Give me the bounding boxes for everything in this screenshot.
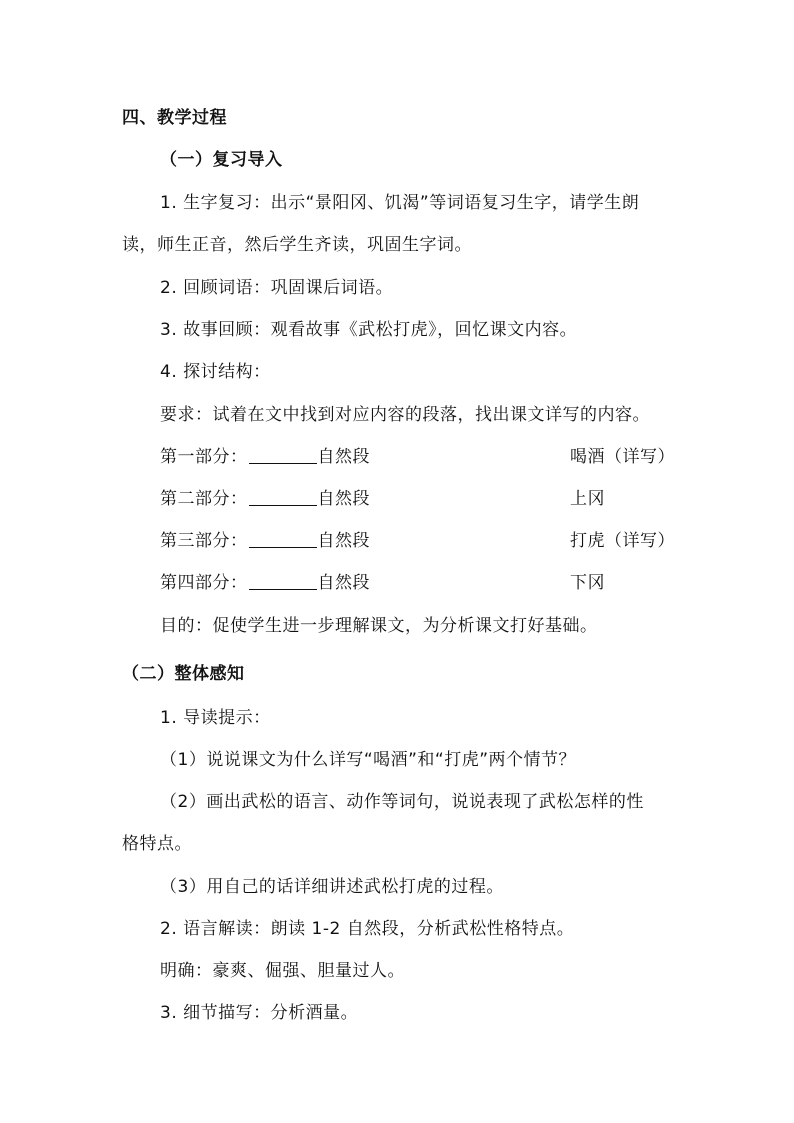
question-2-line1: （2）画出武松的语言、动作等词句，说说表现了武松怎样的性 — [160, 792, 644, 812]
paragraph-purpose: 目的：促使学生进一步理解课文，为分析课文打好基础。 — [160, 616, 598, 636]
part-label: 第三部分： — [160, 531, 248, 551]
paragraph-language: 2. 语言解读：朗读 1-2 自然段，分析武松性格特点。 — [160, 919, 575, 939]
part-label: 第四部分： — [160, 573, 248, 593]
part-suffix: 自然段 — [317, 573, 370, 593]
part-content: 下冈 — [570, 573, 605, 593]
paragraph-detail: 3. 细节描写：分析酒量。 — [160, 1003, 359, 1023]
question-2-line2: 格特点。 — [122, 834, 192, 854]
part-row — [160, 571, 680, 595]
part-row — [160, 445, 680, 469]
part-suffix: 自然段 — [317, 447, 370, 467]
paragraph-clarify: 明确：豪爽、倔强、胆量过人。 — [160, 961, 405, 981]
paragraph-item4: 4. 探讨结构： — [160, 362, 271, 382]
part-row — [160, 529, 680, 553]
fill-in-blank — [249, 529, 317, 548]
part-content: 喝酒（详写） — [570, 447, 675, 467]
paragraph-item1-line1: 1. 生字复习：出示“景阳冈、饥渴”等词语复习生字，请学生朗 — [160, 193, 640, 213]
part-row — [160, 487, 680, 511]
subsection-title-review: （一）复习导入 — [160, 150, 283, 170]
fill-in-blank — [249, 445, 317, 464]
paragraph-item1-line2: 读，师生正音，然后学生齐读，巩固生字词。 — [122, 235, 472, 255]
part-label: 第二部分： — [160, 489, 248, 509]
question-1: （1）说说课文为什么详写“喝酒”和“打虎”两个情节？ — [160, 750, 577, 770]
part-suffix: 自然段 — [317, 531, 370, 551]
fill-in-blank — [249, 487, 317, 506]
part-label: 第一部分： — [160, 447, 248, 467]
section-heading: 四、教学过程 — [122, 108, 227, 128]
paragraph-item2: 2. 回顾词语：巩固课后词语。 — [160, 278, 394, 298]
paragraph-guide: 1. 导读提示： — [160, 708, 271, 728]
subsection-title-overview: （二）整体感知 — [122, 664, 245, 684]
paragraph-item3: 3. 故事回顾：观看故事《武松打虎》，回忆课文内容。 — [160, 320, 578, 340]
paragraph-requirement: 要求：试着在文中找到对应内容的段落，找出课文详写的内容。 — [160, 405, 650, 425]
part-content: 上冈 — [570, 489, 605, 509]
part-content: 打虎（详写） — [570, 531, 675, 551]
part-suffix: 自然段 — [317, 489, 370, 509]
fill-in-blank — [249, 571, 317, 590]
question-3: （3）用自己的话详细讲述武松打虎的过程。 — [160, 877, 504, 897]
